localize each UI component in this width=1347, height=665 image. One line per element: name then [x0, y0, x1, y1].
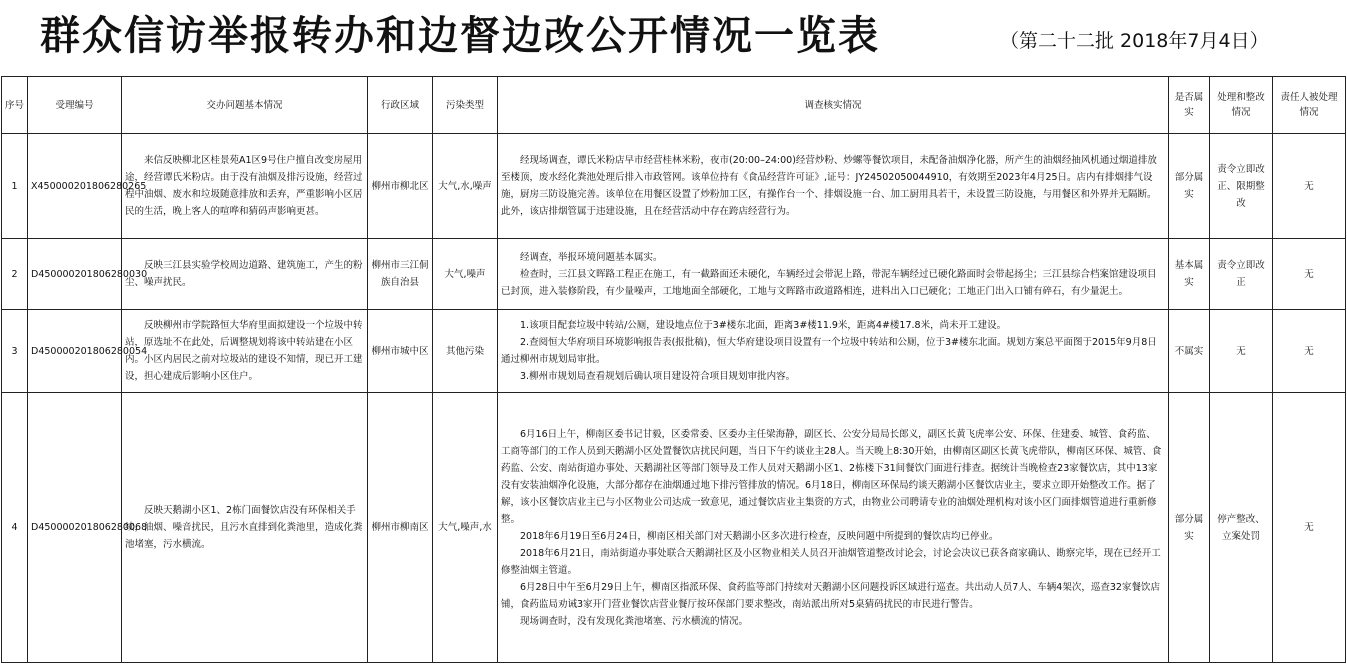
findings-paragraph: 6月16日上午，柳南区委书记甘毅，区委常委、区委办主任梁海静，副区长、公安分局局长郎义，副区长黄飞虎率公安、环保、住建委、城管、食药监、工商等部门的工作人员到天鹅湖小区处置餐饮店扰民问题，当日下午约谈业主28人。当天晚上8:30开始，由柳南区副区长黄飞虎带队，柳南区环保、城管、食药监、公安、南站街道办事处、天鹅湖社区等部门领导及工作人员对天鹅湖小区1、2栋楼下31间餐饮门面进行排查。据统计当晚检查23家餐饮店，其中13家没有安装油烟净化设施，大部分都存在油烟通过地下排污管排放的情况。6月18日，柳南区环保局约谈天鹅湖小区餐饮店业主，要求立即开始整改工作。据了解，该小区餐饮店业主已与小区物业公司达成一致意见，通过餐饮店业主集资的方式，由物业公司聘请专业的油烟处理机构对该小区门面排烟管道进行重新修整。 [501, 428, 1162, 525]
cell-seq: 2 [2, 239, 28, 310]
findings-paragraph: 检查时，三江县文晖路工程正在施工，有一截路面还未硬化，车辆经过会带泥上路，带泥车辆经过已硬化路面时会带起扬尘；三江县综合档案馆建设项目已封顶，进入装修阶段，有少量噪声，工地地面全部硬化，工地与文晖路市政道路相连，进料出入口已硬化；工地正门出入口铺有碎石，有少量泥土。 [501, 268, 1157, 297]
cell-pollution: 大气,噪声 [433, 239, 498, 310]
header-handling: 处理和整改情况 [1210, 77, 1273, 134]
cell-pollution: 大气,水,噪声 [433, 134, 498, 239]
cell-issue [122, 310, 368, 393]
issue-text: 来信反映柳北区桂景苑A1区9号住户擅自改变房屋用途，经营谭氏米粉店。由于没有油烟及排污设施，经营过程中油烟、废水和垃圾随意排放和丢弃，严重影响小区居民的生活，晚上客人的喧哗和猜码声影响更甚。 [125, 155, 363, 217]
cell-accountability: 无 [1273, 393, 1346, 663]
header-findings: 调查核实情况 [498, 77, 1169, 134]
cell-issue [122, 393, 368, 663]
findings-paragraph: 2.查阅恒大华府项目环境影响报告表(报批稿)，恒大华府建设项目设置有一个垃圾中转站和公厕，位于3#楼东北面。规划方案总平面图于2015年9月8日通过柳州市规划局审批。 [501, 337, 1157, 365]
cell-code: X450000201806280265 [28, 134, 122, 239]
table-row [2, 239, 1346, 310]
issue-text: 反映天鹅湖小区1、2栋门面餐饮店没有环保相关手续，油烟、噪音扰民，且污水直排到化粪池里，造成化粪池堵塞，污水横流。 [125, 505, 363, 550]
cell-pollution: 大气,噪声,水 [433, 393, 498, 663]
cell-seq: 1 [2, 134, 28, 239]
title-row [0, 0, 1347, 74]
cell-findings [498, 134, 1169, 239]
cell-handling: 责令立即改正 [1210, 239, 1273, 310]
cell-handling: 停产整改、立案处罚 [1210, 393, 1273, 663]
cell-handling: 责令立即改正、限期整改 [1210, 134, 1273, 239]
cell-pollution: 其他污染 [433, 310, 498, 393]
header-pollution: 污染类型 [433, 77, 498, 134]
findings-paragraph: 现场调查时，没有发现化粪池堵塞、污水横流的情况。 [520, 615, 749, 627]
header-verified: 是否属实 [1169, 77, 1210, 134]
cell-code: D450000201806280068 [28, 393, 122, 663]
cell-accountability: 无 [1273, 310, 1346, 393]
header-issue: 交办问题基本情况 [122, 77, 368, 134]
cell-code: D450000201806280030 [28, 239, 122, 310]
findings-paragraph: 2018年6月21日，南站街道办事处联合天鹅湖社区及小区物业相关人员召开油烟管道整改讨论会，讨论会决议已获各商家确认、勘察完毕，现在已经开工修整油烟主管道。 [501, 547, 1161, 576]
header-accountability: 责任人被处理情况 [1273, 77, 1346, 134]
header-region: 行政区域 [368, 77, 433, 134]
cell-verified: 部分属实 [1169, 393, 1210, 663]
batch-info: （第二十二批 2018年7月4日） [1000, 30, 1269, 52]
cell-region: 柳州市三江侗族自治县 [368, 239, 433, 310]
header-row [2, 77, 1346, 134]
cell-findings [498, 393, 1169, 663]
header-seq: 序号 [2, 77, 28, 134]
table-row [2, 134, 1346, 239]
cell-region: 柳州市城中区 [368, 310, 433, 393]
cell-region: 柳州市柳南区 [368, 393, 433, 663]
cell-seq: 3 [2, 310, 28, 393]
cell-verified: 基本属实 [1169, 239, 1210, 310]
findings-paragraph: 1.该项目配套垃圾中转站/公厕，建设地点位于3#楼东北面，距离3#楼11.9米，距离4#楼17.8米，尚未开工建设。 [520, 320, 1007, 331]
issue-text: 反映三江县实验学校周边道路、建筑施工，产生的粉尘、噪声扰民。 [125, 260, 363, 288]
header-code: 受理编号 [28, 77, 122, 134]
cell-issue [122, 134, 368, 239]
findings-paragraph: 2018年6月19日至6月24日，柳南区相关部门对天鹅湖小区多次进行检查，反映问题中所提到的餐饮店均已停业。 [520, 530, 999, 542]
cell-issue [122, 239, 368, 310]
cell-verified: 不属实 [1169, 310, 1210, 393]
cell-seq: 4 [2, 393, 28, 663]
table-row [2, 393, 1346, 663]
issue-text: 反映柳州市学院路恒大华府里面拟建设一个垃圾中转站，原选址不在此处，后调整规划将该中转站建在小区内。小区内居民之前对垃圾站的建设不知情，现已开工建设，担心建成后影响小区住户。 [125, 320, 363, 382]
page-title: 群众信访举报转办和边督边改公开情况一览表 [40, 12, 880, 59]
cell-findings [498, 239, 1169, 310]
findings-paragraph: 6月28日中午至6月29日上午，柳南区指派环保、食药监等部门持续对天鹅湖小区问题投诉区域进行巡查。共出动人员7人、车辆4架次，巡查32家餐饮店铺，食药监局劝诫3家开门营业餐饮店营业餐厅按环保部门要求整改，南站派出所对5桌猜码扰民的市民进行警告。 [501, 581, 1160, 610]
findings-paragraph: 3.柳州市规划局查看规划后确认项目建设符合项目规划审批内容。 [520, 371, 796, 382]
cell-code: D450000201806280054 [28, 310, 122, 393]
table-row [2, 310, 1346, 393]
cell-verified: 部分属实 [1169, 134, 1210, 239]
findings-paragraph: 经现场调查，谭氏米粉店早市经营桂林米粉，夜市(20:00–24:00)经营炒粉、炒螺等餐饮项目，未配备油烟净化器，所产生的油烟经抽风机通过烟道排放至楼顶，废水经化粪池处理后排入市政管网。该单位持有《食品经营许可证》,证号：JY24502050044910，有效期至2023年4月25日。店内有排烟排气设施，厨房三防设施完善。该单位在用餐区设置了炒粉加工区，有操作台一个、排烟设施一台、加工厨用具若干，未设置三防设施，与用餐区和外界并无隔断。此外，该店排烟管属于违建设施，且在经营活动中存在跨店经营行为。 [501, 155, 1157, 217]
cell-region: 柳州市柳北区 [368, 134, 433, 239]
cell-accountability: 无 [1273, 239, 1346, 310]
cell-handling: 无 [1210, 310, 1273, 393]
complaints-table [1, 76, 1346, 663]
findings-paragraph: 经调查，举报环境问题基本属实。 [520, 251, 663, 263]
cell-accountability: 无 [1273, 134, 1346, 239]
cell-findings [498, 310, 1169, 393]
